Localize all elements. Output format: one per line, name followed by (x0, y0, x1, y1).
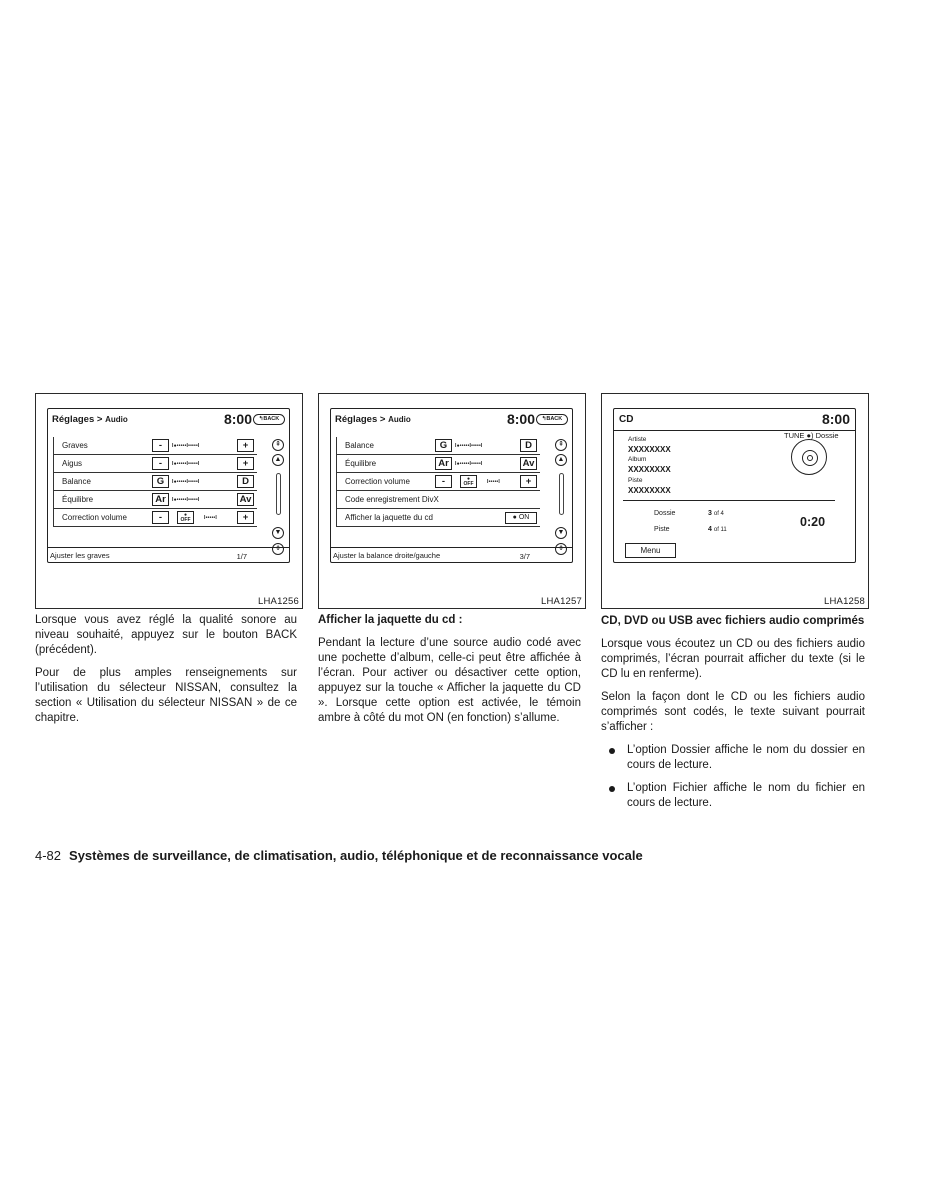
paragraph: Lorsque vous écoutez un CD ou des fichiers audio comprimés, l’écran pourrait afficher du texte (si le CD lu en renferme). (601, 638, 865, 680)
settings-row-balance[interactable] (53, 473, 257, 491)
settings-row-aigus[interactable] (53, 455, 257, 473)
row-label: Afficher la jaquette du cd (345, 513, 433, 522)
right-button[interactable]: D (237, 475, 254, 488)
page-footer (35, 848, 643, 863)
row-label: Correction volume (345, 477, 410, 486)
figure-id: LHA1257 (540, 596, 582, 607)
level-slider[interactable]: I●•••••I•••••I (172, 497, 200, 503)
bullet-list (601, 743, 865, 811)
figure-id: LHA1258 (823, 596, 865, 607)
back-button[interactable]: ↰BACK (253, 414, 285, 425)
piste-label: Piste (654, 526, 670, 533)
paragraph: Pour de plus amples renseignements sur l’utilisation du sélecteur NISSAN, consultez la section « Utilisation du sélecteur NISSAN » de ce chapitre. (35, 667, 297, 724)
rear-button[interactable]: Ar (152, 493, 169, 506)
clock: 8:00 (506, 411, 535, 427)
page-indicator: 3/7 (519, 552, 530, 561)
bullet-item: L’option Fichier affiche le nom du fichier en cours de lecture. (601, 781, 865, 811)
increase-button[interactable]: + (237, 511, 254, 524)
menu-button[interactable]: Menu (625, 543, 676, 558)
screen-cd-playback (613, 408, 856, 563)
scroll-up-icon[interactable]: ▲ (272, 454, 284, 466)
level-slider[interactable]: I●•••••I•••••I (172, 443, 200, 449)
screen-title: Réglages > Audio (52, 414, 128, 425)
right-button[interactable]: D (520, 439, 537, 452)
divider (623, 500, 835, 501)
decrease-button[interactable]: - (152, 511, 169, 524)
settings-row-correction-volume[interactable] (336, 473, 540, 491)
bullet-icon (609, 786, 615, 792)
increase-button[interactable]: + (237, 457, 254, 470)
figure-audio-settings-1 (35, 393, 303, 609)
piste-counter: 4 of 11 (708, 526, 727, 533)
figure-audio-settings-2 (318, 393, 586, 609)
decrease-button[interactable]: - (152, 457, 169, 470)
on-toggle[interactable]: ● ON (505, 512, 537, 524)
row-label: Aigus (62, 459, 83, 468)
page-indicator: 1/7 (236, 552, 247, 561)
row-label: Graves (62, 441, 88, 450)
off-indicator: ● OFF (177, 511, 194, 524)
header-divider (614, 430, 855, 431)
paragraph: Pendant la lecture d’une source audio codé avec une pochette d’album, celle-ci peut être affichée à l’écran. Pour activer ou désactiver cette option, appuyez sur la touche « Afficher la jaquette du CD ». Lorsque cette option est activée, le témoin ambre à côté du mot ON (en fonction) s’allume. (318, 637, 581, 724)
front-button[interactable]: Av (237, 493, 254, 506)
text-column-1 (35, 613, 297, 734)
scroll-controls (555, 439, 569, 557)
left-button[interactable]: G (435, 439, 452, 452)
screen-header (48, 409, 289, 430)
figure-id: LHA1256 (257, 596, 299, 607)
album-value: XXXXXXXX (628, 465, 671, 474)
increase-button[interactable]: + (520, 475, 537, 488)
row-label: Correction volume (62, 513, 127, 522)
cd-disc-icon (791, 439, 827, 475)
screen-title: CD (619, 414, 634, 425)
section-heading: CD, DVD ou USB avec fichiers audio comprimés (601, 615, 865, 627)
clock: 8:00 (821, 411, 850, 427)
chapter-title: Systèmes de surveillance, de climatisation, audio, téléphonique et de reconnaissance vocale (69, 848, 643, 863)
level-slider[interactable]: I●•••••I•••••I (455, 443, 483, 449)
left-button[interactable]: G (152, 475, 169, 488)
text-column-2 (318, 613, 581, 734)
level-slider[interactable]: I•••••I (204, 515, 217, 521)
level-slider[interactable]: I●•••••I•••••I (455, 461, 483, 467)
increase-button[interactable]: + (237, 439, 254, 452)
row-label: Équilibre (62, 495, 94, 504)
front-button[interactable]: Av (520, 457, 537, 470)
level-slider[interactable]: I●•••••I•••••I (172, 461, 200, 467)
figure-cd-playback (601, 393, 869, 609)
tune-folder-label[interactable]: TUNE ●) Dossie (784, 431, 839, 440)
page-up-icon[interactable]: ⇞ (555, 439, 567, 451)
settings-row-equilibre[interactable] (53, 491, 257, 509)
row-label: Balance (345, 441, 374, 450)
row-label: Code enregistrement DivX (345, 495, 439, 504)
screen-audio-settings (47, 408, 290, 563)
artist-label: Artiste (628, 436, 647, 443)
folder-counter: 3 of 4 (708, 510, 724, 517)
settings-row-balance[interactable] (336, 437, 540, 455)
bullet-item: L’option Dossier affiche le nom du dossier en cours de lecture. (601, 743, 865, 773)
scroll-controls (272, 439, 286, 557)
section-heading: Afficher la jaquette du cd : (318, 614, 463, 626)
scrollbar[interactable] (559, 473, 564, 515)
level-slider[interactable]: I•••••I (487, 479, 500, 485)
screen-help-bar: Ajuster les graves (48, 547, 289, 562)
paragraph: Lorsque vous avez réglé la qualité sonore au niveau souhaité, appuyez sur le bouton BACK (précédent). (35, 614, 297, 656)
screen-audio-settings (330, 408, 573, 563)
elapsed-time: 0:20 (800, 515, 826, 529)
settings-row-cover-art[interactable] (336, 509, 540, 527)
page-down-icon[interactable]: ⇟ (555, 543, 567, 555)
settings-row-equilibre[interactable] (336, 455, 540, 473)
scrollbar[interactable] (276, 473, 281, 515)
settings-row-graves[interactable] (53, 437, 257, 455)
page-up-icon[interactable]: ⇞ (272, 439, 284, 451)
off-indicator: ● OFF (460, 475, 477, 488)
back-button[interactable]: ↰BACK (536, 414, 568, 425)
screen-help-bar: Ajuster la balance droite/gauche (331, 547, 572, 562)
page-number: 4-82 (35, 848, 62, 863)
paragraph: Selon la façon dont le CD ou les fichiers audio comprimés sont codés, le texte suivant pourrait s’afficher : (601, 691, 865, 733)
scroll-down-icon[interactable]: ▼ (272, 527, 284, 539)
scroll-down-icon[interactable]: ▼ (555, 527, 567, 539)
folder-label: Dossie (654, 510, 676, 517)
track-value: XXXXXXXX (628, 486, 671, 495)
text-column-3 (601, 614, 865, 819)
screen-header (331, 409, 572, 430)
album-label: Album (628, 456, 647, 463)
settings-row-divx-code[interactable] (336, 491, 540, 509)
artist-value: XXXXXXXX (628, 445, 671, 454)
level-slider[interactable]: I●•••••I•••••I (172, 479, 200, 485)
row-label: Balance (62, 477, 91, 486)
row-label: Équilibre (345, 459, 377, 468)
rear-button[interactable]: Ar (435, 457, 452, 470)
decrease-button[interactable]: - (435, 475, 452, 488)
decrease-button[interactable]: - (152, 439, 169, 452)
scroll-up-icon[interactable]: ▲ (555, 454, 567, 466)
settings-list (53, 437, 257, 527)
clock: 8:00 (223, 411, 252, 427)
screen-title: Réglages > Audio (335, 414, 411, 425)
bullet-icon (609, 748, 615, 754)
settings-row-correction-volume[interactable] (53, 509, 257, 527)
settings-list (336, 437, 540, 527)
track-label: Piste (628, 477, 643, 484)
page-down-icon[interactable]: ⇟ (272, 543, 284, 555)
